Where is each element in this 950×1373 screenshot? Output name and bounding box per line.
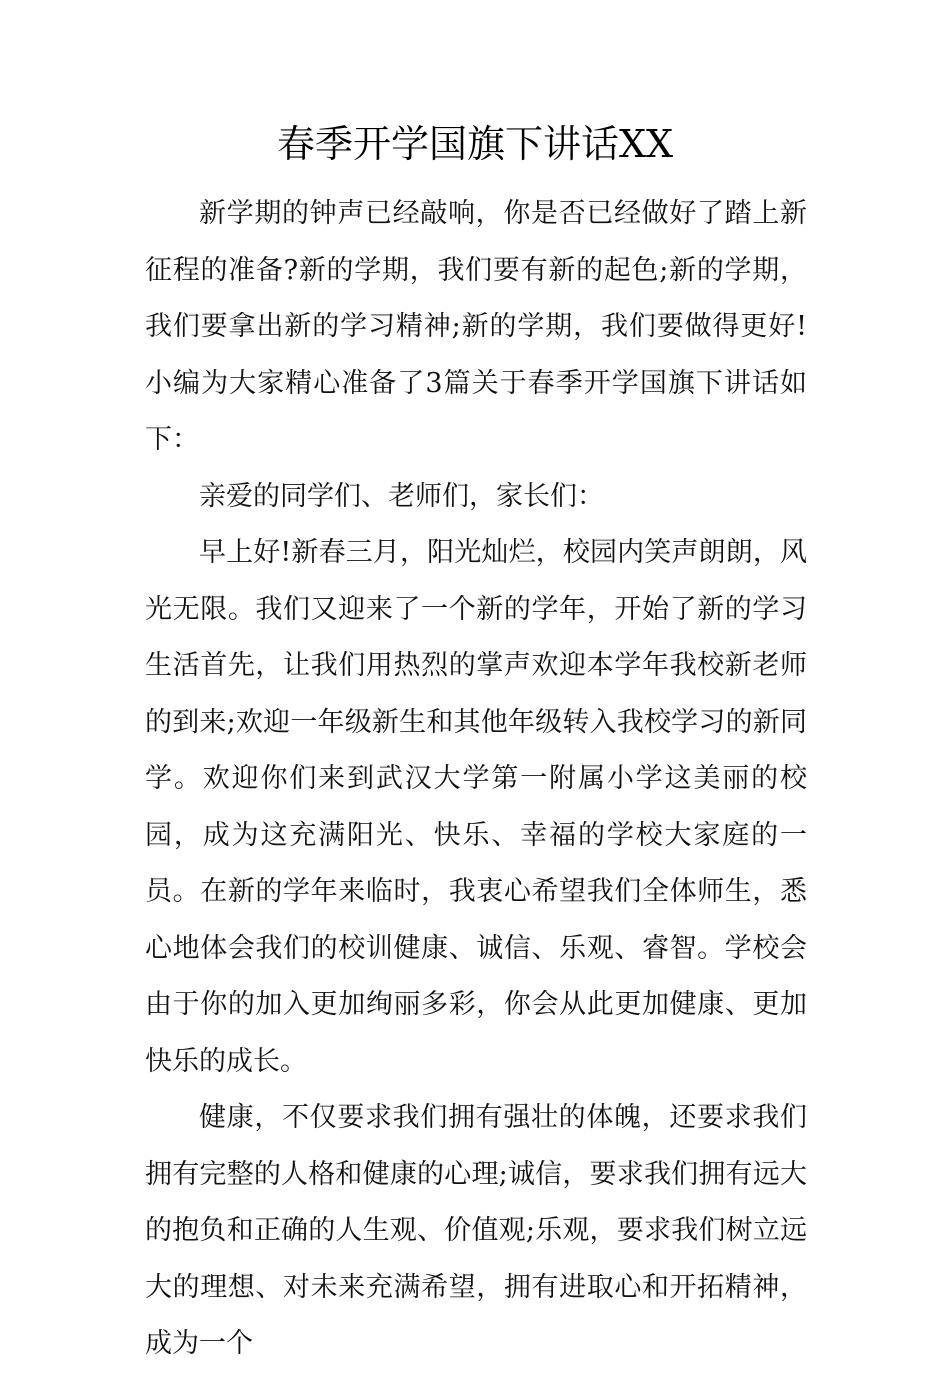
document-title: 春季开学国旗下讲话XX <box>276 122 674 166</box>
paragraph-salutation: 亲爱的同学们、老师们，家长们： <box>199 480 604 512</box>
document-body <box>145 186 807 1373</box>
paragraph-motto: 健康，不仅要求我们拥有强壮的体魄，还要求我们拥有完整的人格和健康的心理;诚信，要求我们拥有远大的抱负和正确的人生观、价值观;乐观，要求我们树立远大的理想、对未来充满希望，拥有进取心和开拓精神，成为一个 <box>145 1102 807 1359</box>
paragraph-intro: 新学期的钟声已经敲响，你是否已经做好了踏上新征程的准备?新的学期，我们要有新的起色;新的学期，我们要拿出新的学习精神;新的学期，我们要做得更好!小编为大家精心准备了3篇关于春季开学国旗下讲话如下： <box>145 198 807 455</box>
paragraph-greeting: 早上好!新春三月，阳光灿烂，校园内笑声朗朗，风光无限。我们又迎来了一个新的学年，开始了新的学习生活首先，让我们用热烈的掌声欢迎本学年我校新老师的到来;欢迎一年级新生和其他年级转入我校学习的新同学。欢迎你们来到武汉大学第一附属小学这美丽的校园，成为这充满阳光、快乐、幸福的学校大家庭的一员。在新的学年来临时，我衷心希望我们全体师生，悉心地体会我们的校训健康、诚信、乐观、睿智。学校会由于你的加入更加绚丽多彩，你会从此更加健康、更加快乐的成长。 <box>145 537 807 1077</box>
